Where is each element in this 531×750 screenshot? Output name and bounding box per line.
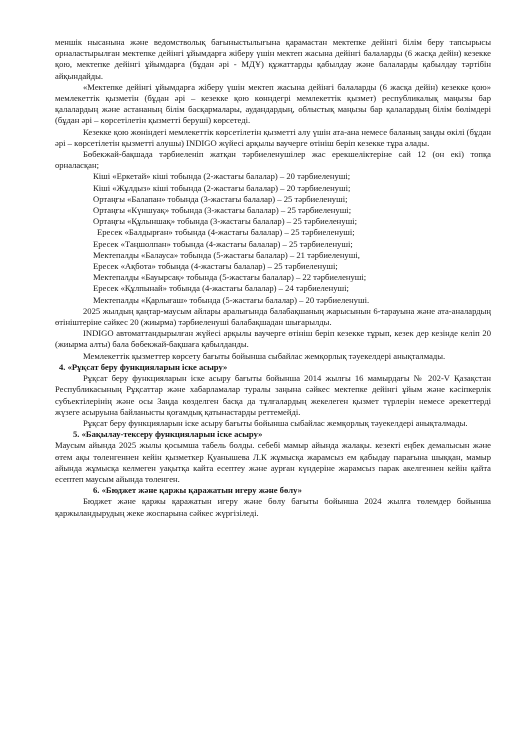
paragraph-budget: Бюджет және қаржы қаражатын игеру және бөлу бағыты бойынша 2024 жылға төлемдер бойынша қаржыландырудың жеке жоспарына сәйкес жүргізіледі. bbox=[55, 496, 491, 518]
group-list-item: Ересек «Құлпынай» тобында (4-жастағы балалар) – 24 тәрбиеленуші; bbox=[93, 283, 349, 294]
section-heading-control: 5. «Бақылау-тексеру функцияларын іске асыру» bbox=[73, 429, 263, 440]
group-list-item: Ортаңғы «Күншуақ» тобында (3-жастағы балалар) – 25 тәрбиеленуші; bbox=[93, 205, 352, 216]
paragraph-indigo-queue: Кезекке қою жөніндегі мемлекеттік көрсетілетін қызметті алу үшін ата-ана немесе баланың заңды өкілі (бұдан әрі – көрсетілетін қызметті алушы) INDIGO жүйесі арқылы ваучерге өтініш беріп кезекке тұра алады. bbox=[55, 126, 491, 148]
group-list-item: Ересек «Ақбота» тобында (4-жастағы балалар) – 25 тәрбиеленуші; bbox=[93, 261, 338, 272]
paragraph-intro-continuation: меншік нысанына және ведомстволық бағыныстылығына қарамастан мектепке дейінгі білім беру тапсырысы орналастырылған мектепке дейінгі ұйымдарға жіберу үшін мектеп жасына дейінгі балаларды (6 жасқа дейін) кезекке қою, мектепке дейінгі ұйымдарға (бұдан әрі - МДҰ) құжаттарды қабылдау және балаларды қабылдау тәртібін айқындайды. bbox=[55, 37, 491, 81]
paragraph-no-corruption-risk-services: Мемлекеттік қызметтер көрсету бағыты бойынша сыбайлас жемқорлық тәуекелдері анықталмады. bbox=[83, 350, 446, 361]
group-list-item: Мектепалды «Қарлығаш» тобында (5-жастағы балалар) – 20 тәрбиеленуші. bbox=[93, 294, 370, 305]
paragraph-permits: Рұқсат беру функцияларын іске асыру бағыты бойынша 2014 жылғы 16 мамырдағы № 202-V Қазақстан Республикасының Рұқсаттар және хабарламалар туралы заңына сәйкес мектепке дейінгі ұйым және кәсіпкерлік субъектілерінің және осы Заңда көзделген басқа да тұлғалардың жекелеген қызмет түрлерін немесе әрекеттерді жүзеге асыруына байланысты қоғамдық қатынастарды реттемейді. bbox=[55, 373, 491, 417]
group-list-item: Кіші «Жұлдыз» кіші тобында (2-жастағы балалар) – 20 тәрбиеленуші; bbox=[93, 182, 351, 193]
section-heading-permits: 4. «Рұқсат беру функцияларын іске асыру» bbox=[59, 361, 228, 372]
paragraph-groups-intro: Бөбекжай-бақшада тәрбиеленіп жатқан тәрбиеленушілер жас ерекшеліктеріне сай 12 (он екі) топқа орналасқан; bbox=[55, 149, 491, 171]
paragraph-no-corruption-risk-permits: Рұқсат беру функцияларын іске асыру бағыты бойынша сыбайлас жемқорлық тәуекелдері анықталмады. bbox=[83, 417, 468, 428]
paragraph-control: Маусым айында 2025 жылы қосымша табель болды. себебі мамыр айында жалақы. кезекті еңбек демалысын және өтем ақы төленгеннен кейін қызметкер Қуанышева Л.К жұмысқа жарамсыз ем қабыдау парағына шыққан, мамыр айында жұмысқа келмеген уақытқа кайта есептеу және аурған күндеріне жарамсыз парак акелгеннен кейін қайта есептеп маусым айында төленген. bbox=[55, 440, 491, 484]
group-list-item: Ортаңғы «Балапан» тобында (3-жастағы балалар) – 25 тәрбиеленуші; bbox=[93, 193, 348, 204]
paragraph-admitted: INDIGO автоматтандырылған жүйесі арқылы ваучерге өтініш беріп кезекке тұрып, кезек дер кезінде келіп 20 (жиырма алты) бала бөбекжай-бақшаға қабылданды. bbox=[55, 328, 491, 350]
group-list-item: Кіші «Еркетай» кіші тобында (2-жастағы балалар) – 20 тәрбиеленуші; bbox=[93, 171, 351, 182]
group-list-item: Ересек «Балдырған» тобында (4-жастағы балалар) – 25 тәрбиеленуші; bbox=[97, 227, 355, 238]
group-list-item: Мектепалды «Бауырсақ» тобында (5-жастағы балалар) – 22 тәрбиеленуші; bbox=[93, 272, 367, 283]
group-list-item: Мектепалды «Балауса» тобында (5-жастағы балалар) – 21 тәрбиеленуші, bbox=[93, 249, 360, 260]
paragraph-service-description: «Мектепке дейінгі ұйымдарға жіберу үшін мектеп жасына дейінгі балаларды (6 жасқа дейін) кезекке қою» мемлекеттік қызметін (бұдан әрі – кезекке қою көнндегрі мемлекеттік қызмет) республикалық маңызы бар қалалардың және астананың білім басқармалары, аудандардың, облыстық маңызы бар қалалардың білім бөлімдері (бұдан әрі – көрсетілетін қызметті беруші) көрсетеді. bbox=[55, 81, 491, 126]
section-heading-budget: 6. «Бюджет және қаржы қаражатын игеру және бөлу» bbox=[93, 485, 302, 496]
paragraph-dismissed: 2025 жылдың қаңтар-маусым айлары аралығында балабақшаның жарысынын 6-тарауына және ата-аналардың өтініштеріне сәйкес 20 (жиырма) тәрбиеленуші балабақшадан шығарылды. bbox=[55, 305, 491, 328]
document-body bbox=[55, 37, 491, 519]
group-list-item: Ортаңғы «Құлыншақ» тобында (3-жастағы балалар) – 25 тәрбиеленуші; bbox=[93, 216, 357, 227]
group-list-item: Ересек «Таңшолпан» тобында (4-жастағы балалар) – 25 тәрбиеленуші; bbox=[93, 238, 353, 249]
